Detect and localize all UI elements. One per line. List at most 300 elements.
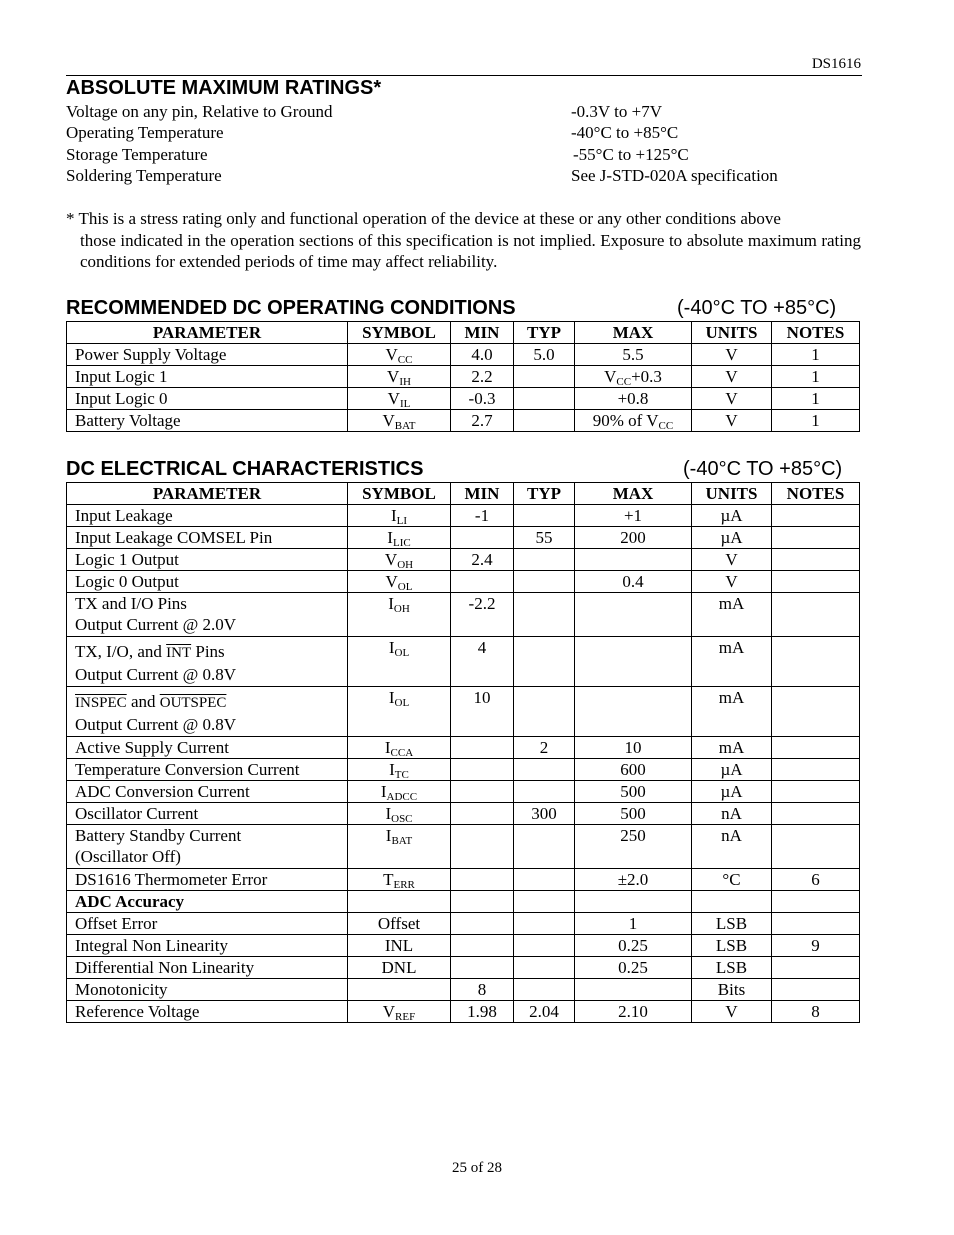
- units-cell: nA: [692, 825, 772, 869]
- units-cell: µA: [692, 505, 772, 527]
- max-cell: 1: [575, 913, 692, 935]
- typ-cell: [514, 979, 575, 1001]
- min-cell: 8: [451, 979, 514, 1001]
- symbol-text: I: [385, 826, 392, 845]
- notes-cell: [772, 781, 860, 803]
- min-cell: [451, 935, 514, 957]
- symbol-cell: [348, 935, 451, 957]
- col-header: PARAMETER: [67, 322, 348, 344]
- notes-cell: [772, 637, 860, 687]
- min-cell: [451, 571, 514, 593]
- typ-cell: [514, 687, 575, 737]
- symbol-subscript: CC: [397, 354, 413, 366]
- dc-elec-table: [66, 482, 860, 1023]
- min-cell: [451, 913, 514, 935]
- abs-max-param: Soldering Temperature: [66, 166, 222, 185]
- symbol-cell: [348, 366, 451, 388]
- parameter-text: Oscillator Current: [75, 804, 199, 823]
- symbol-subscript: LI: [396, 515, 408, 527]
- units-cell: LSB: [692, 957, 772, 979]
- symbol-text: I: [388, 594, 394, 613]
- symbol-cell: [348, 869, 451, 891]
- rec-dc-temp-range: (-40°C TO +85°C): [677, 297, 837, 319]
- symbol-text: V: [382, 1002, 396, 1021]
- max-cell: [575, 410, 692, 432]
- table-row: [67, 344, 860, 366]
- symbol-text: I: [384, 738, 391, 757]
- typ-cell: 300: [514, 803, 575, 825]
- rec-dc-table: [66, 321, 860, 432]
- abs-max-value: -40°C to +85°C: [571, 123, 679, 142]
- symbol-subscript: BAT: [394, 420, 416, 432]
- abs-max-row: [66, 122, 826, 143]
- typ-cell: [514, 637, 575, 687]
- symbol-text: V: [387, 367, 400, 386]
- table-row: [67, 593, 860, 637]
- col-header: PARAMETER: [67, 483, 348, 505]
- parameter-cell: [67, 825, 348, 869]
- units-cell: µA: [692, 527, 772, 549]
- parameter-text: ADC Conversion Current: [75, 782, 250, 801]
- table-row: [67, 913, 860, 935]
- symbol-subscript: LIC: [392, 537, 411, 549]
- units-cell: °C: [692, 869, 772, 891]
- parameter-text: and: [126, 692, 160, 711]
- parameter-text: ADC Accuracy: [75, 892, 185, 911]
- col-header: MIN: [451, 483, 514, 505]
- parameter-text-line2: (Oscillator Off): [75, 847, 181, 866]
- symbol-text: I: [388, 638, 395, 657]
- parameter-cell: [67, 737, 348, 759]
- table-row: [67, 571, 860, 593]
- units-cell: µA: [692, 759, 772, 781]
- max-cell: 600: [575, 759, 692, 781]
- table-row: [67, 737, 860, 759]
- table-row: [67, 388, 860, 410]
- max-cell: [575, 344, 692, 366]
- symbol-subscript: OL: [397, 581, 413, 593]
- typ-cell: [514, 825, 575, 869]
- units-cell: mA: [692, 737, 772, 759]
- max-text: 5.5: [622, 345, 644, 364]
- parameter-text: Differential Non Linearity: [75, 958, 255, 977]
- symbol-cell: [348, 527, 451, 549]
- typ-cell: 5.0: [514, 344, 575, 366]
- max-cell: 0.25: [575, 935, 692, 957]
- max-cell: [575, 687, 692, 737]
- overbar-signal: INSPEC: [75, 695, 127, 711]
- col-header: TYP: [514, 483, 575, 505]
- parameter-text: Logic 1 Output: [75, 550, 179, 569]
- units-cell: [692, 891, 772, 913]
- dc-elec-title: DC ELECTRICAL CHARACTERISTICS: [66, 458, 424, 480]
- typ-cell: 2.04: [514, 1001, 575, 1023]
- symbol-text: V: [385, 345, 398, 364]
- units-cell: Bits: [692, 979, 772, 1001]
- min-cell: 2.4: [451, 549, 514, 571]
- min-cell: [451, 737, 514, 759]
- notes-cell: [772, 957, 860, 979]
- parameter-text: Input Leakage COMSEL Pin: [75, 528, 273, 547]
- notes-cell: [772, 913, 860, 935]
- symbol-cell: [348, 803, 451, 825]
- table-row: [67, 527, 860, 549]
- header-rule: [66, 75, 862, 76]
- symbol-cell: [348, 979, 451, 1001]
- notes-cell: 1: [772, 410, 860, 432]
- units-cell: mA: [692, 637, 772, 687]
- overbar-signal: OUTSPEC: [159, 695, 227, 711]
- symbol-subscript: BAT: [391, 835, 413, 847]
- parameter-text: Pins: [191, 642, 225, 661]
- parameter-cell: [67, 593, 348, 637]
- parameter-cell: [67, 803, 348, 825]
- units-cell: V: [692, 549, 772, 571]
- parameter-text: Input Leakage: [75, 506, 173, 525]
- min-cell: [451, 825, 514, 869]
- parameter-cell: Input Logic 0: [67, 388, 348, 410]
- max-cell: 250: [575, 825, 692, 869]
- parameter-text: TX and I/O Pins: [75, 594, 187, 613]
- notes-cell: [772, 505, 860, 527]
- dc-elec-body: [67, 505, 860, 1023]
- typ-cell: [514, 366, 575, 388]
- max-cell: [575, 366, 692, 388]
- typ-cell: [514, 913, 575, 935]
- table-row: [67, 410, 860, 432]
- symbol-text: I: [388, 688, 395, 707]
- min-cell: [451, 527, 514, 549]
- table-row: [67, 891, 860, 913]
- max-cell: [575, 549, 692, 571]
- parameter-cell: [67, 891, 348, 913]
- parameter-text: Active Supply Current: [75, 738, 229, 757]
- notes-cell: 8: [772, 1001, 860, 1023]
- parameter-text-line2: Output Current @ 2.0V: [75, 615, 237, 634]
- parameter-cell: [67, 869, 348, 891]
- symbol-text: INL: [384, 936, 414, 955]
- abs-max-param: Voltage on any pin, Relative to Ground: [66, 102, 333, 121]
- symbol-subscript: ADCC: [386, 791, 418, 803]
- parameter-cell: Input Logic 1: [67, 366, 348, 388]
- symbol-text: V: [387, 389, 400, 408]
- parameter-cell: [67, 571, 348, 593]
- max-text: V: [604, 367, 617, 386]
- col-header: NOTES: [772, 322, 860, 344]
- parameter-text: Integral Non Linearity: [75, 936, 228, 955]
- parameter-text-line2: Output Current @ 0.8V: [75, 665, 237, 684]
- parameter-cell: Battery Voltage: [67, 410, 348, 432]
- abs-max-value: See J-STD-020A specification: [571, 166, 778, 185]
- table-row: [67, 979, 860, 1001]
- symbol-cell: [348, 505, 451, 527]
- units-cell: mA: [692, 593, 772, 637]
- typ-cell: [514, 891, 575, 913]
- min-cell: 4.0: [451, 344, 514, 366]
- notes-cell: [772, 549, 860, 571]
- min-cell: [451, 781, 514, 803]
- table-row: [67, 687, 860, 737]
- parameter-cell: [67, 1001, 348, 1023]
- symbol-subscript: OSC: [391, 813, 413, 825]
- abs-max-row: [66, 144, 826, 165]
- col-header: SYMBOL: [348, 322, 451, 344]
- parameter-cell: [67, 637, 348, 687]
- parameter-cell: [67, 781, 348, 803]
- parameter-text-line2: Output Current @ 0.8V: [75, 715, 237, 734]
- page-number: 25 of 28: [452, 1160, 502, 1176]
- max-cell: 2.10: [575, 1001, 692, 1023]
- col-header: MAX: [575, 483, 692, 505]
- table-row: [67, 781, 860, 803]
- units-cell: V: [692, 366, 772, 388]
- min-cell: [451, 891, 514, 913]
- units-cell: V: [692, 410, 772, 432]
- max-cell: [575, 593, 692, 637]
- table-row: [67, 869, 860, 891]
- symbol-cell: [348, 957, 451, 979]
- dc-elec-temp-range: (-40°C TO +85°C): [683, 458, 843, 480]
- symbol-subscript: OL: [394, 697, 410, 709]
- parameter-cell: [67, 759, 348, 781]
- parameter-text: TX, I/O, and: [75, 642, 167, 661]
- abs-max-title: ABSOLUTE MAXIMUM RATINGS*: [66, 77, 382, 99]
- typ-cell: [514, 410, 575, 432]
- typ-cell: 55: [514, 527, 575, 549]
- symbol-subscript: REF: [395, 1011, 416, 1023]
- table-header-row: [67, 322, 860, 344]
- symbol-subscript: CCA: [390, 747, 414, 759]
- symbol-cell: [348, 388, 451, 410]
- parameter-text: Temperature Conversion Current: [75, 760, 300, 779]
- symbol-cell: [348, 759, 451, 781]
- typ-cell: [514, 957, 575, 979]
- symbol-cell: [348, 891, 451, 913]
- units-cell: V: [692, 1001, 772, 1023]
- typ-cell: [514, 869, 575, 891]
- col-header: TYP: [514, 322, 575, 344]
- col-header: MIN: [451, 322, 514, 344]
- max-text: 90% of V: [592, 411, 659, 430]
- parameter-text: Monotonicity: [75, 980, 168, 999]
- symbol-text: V: [385, 572, 398, 591]
- max-cell: 500: [575, 803, 692, 825]
- symbol-cell: [348, 410, 451, 432]
- max-cell: ±2.0: [575, 869, 692, 891]
- notes-cell: 1: [772, 344, 860, 366]
- symbol-text: V: [382, 411, 395, 430]
- symbol-cell: [348, 687, 451, 737]
- overbar-signal: $\overline{INT}$: [166, 645, 192, 661]
- abs-max-row: [66, 101, 826, 122]
- max-subscript: CC: [616, 376, 632, 388]
- max-text: +0.8: [617, 389, 649, 408]
- notes-cell: [772, 687, 860, 737]
- units-cell: LSB: [692, 913, 772, 935]
- typ-cell: [514, 781, 575, 803]
- units-cell: µA: [692, 781, 772, 803]
- symbol-cell: [348, 571, 451, 593]
- max-subscript: CC: [658, 420, 674, 432]
- note-continuation: those indicated in the operation sections of this specification is not implied. Exposure to absolute maximum rating conditions for extended periods of time may affect reliability.: [80, 230, 861, 271]
- typ-cell: [514, 505, 575, 527]
- symbol-subscript: OH: [393, 603, 410, 615]
- min-cell: 4: [451, 637, 514, 687]
- table-row: [67, 637, 860, 687]
- notes-cell: [772, 979, 860, 1001]
- table-row: [67, 825, 860, 869]
- parameter-text: Battery Standby Current: [75, 826, 242, 845]
- symbol-subscript: IL: [399, 398, 411, 410]
- abs-max-value: -0.3V to +7V: [571, 102, 662, 121]
- max-cell: 500: [575, 781, 692, 803]
- parameter-text: Logic 0 Output: [75, 572, 179, 591]
- symbol-text: I: [390, 506, 397, 525]
- symbol-text: T: [383, 870, 394, 889]
- notes-cell: [772, 825, 860, 869]
- symbol-text: DNL: [381, 958, 417, 977]
- units-cell: V: [692, 571, 772, 593]
- notes-cell: [772, 527, 860, 549]
- typ-cell: [514, 388, 575, 410]
- col-header: NOTES: [772, 483, 860, 505]
- units-cell: LSB: [692, 935, 772, 957]
- notes-cell: [772, 803, 860, 825]
- parameter-cell: [67, 979, 348, 1001]
- notes-cell: 9: [772, 935, 860, 957]
- notes-cell: 1: [772, 366, 860, 388]
- col-header: SYMBOL: [348, 483, 451, 505]
- symbol-cell: [348, 593, 451, 637]
- abs-max-param: Storage Temperature: [66, 145, 208, 164]
- max-cell: [575, 979, 692, 1001]
- typ-cell: [514, 571, 575, 593]
- typ-cell: [514, 935, 575, 957]
- min-cell: 2.7: [451, 410, 514, 432]
- table-row: [67, 803, 860, 825]
- typ-cell: [514, 759, 575, 781]
- abs-max-param: Operating Temperature: [66, 123, 224, 142]
- parameter-cell: [67, 549, 348, 571]
- min-cell: -1: [451, 505, 514, 527]
- symbol-subscript: OL: [394, 647, 410, 659]
- parameter-cell: [67, 527, 348, 549]
- parameter-text: Offset Error: [75, 914, 158, 933]
- units-cell: mA: [692, 687, 772, 737]
- symbol-subscript: IH: [399, 376, 411, 388]
- notes-cell: [772, 759, 860, 781]
- typ-cell: [514, 593, 575, 637]
- min-cell: 10: [451, 687, 514, 737]
- document-id: DS1616: [811, 56, 861, 72]
- min-cell: [451, 869, 514, 891]
- symbol-cell: [348, 781, 451, 803]
- min-cell: [451, 759, 514, 781]
- symbol-text: I: [389, 760, 395, 779]
- max-cell: 0.25: [575, 957, 692, 979]
- typ-cell: [514, 549, 575, 571]
- notes-cell: 1: [772, 388, 860, 410]
- abs-max-row: [66, 165, 826, 186]
- col-header: MAX: [575, 322, 692, 344]
- notes-cell: 6: [772, 869, 860, 891]
- stress-rating-note: [66, 208, 861, 273]
- note-line-1: * This is a stress rating only and functional operation of the device at these or any other conditions above: [66, 209, 781, 228]
- table-header-row: [67, 483, 860, 505]
- max-cell: [575, 637, 692, 687]
- parameter-text: DS1616 Thermometer Error: [75, 870, 268, 889]
- notes-cell: [772, 571, 860, 593]
- symbol-cell: [348, 549, 451, 571]
- units-cell: V: [692, 344, 772, 366]
- min-cell: [451, 803, 514, 825]
- parameter-cell: [67, 505, 348, 527]
- symbol-cell: [348, 637, 451, 687]
- max-cell: [575, 388, 692, 410]
- col-header: UNITS: [692, 483, 772, 505]
- table-row: [67, 759, 860, 781]
- max-cell: 10: [575, 737, 692, 759]
- table-row: [67, 366, 860, 388]
- table-row: [67, 935, 860, 957]
- symbol-text: V: [384, 550, 398, 569]
- min-cell: 1.98: [451, 1001, 514, 1023]
- max-cell: 0.4: [575, 571, 692, 593]
- symbol-cell: [348, 1001, 451, 1023]
- table-row: [67, 1001, 860, 1023]
- parameter-cell: [67, 913, 348, 935]
- table-row: [67, 957, 860, 979]
- units-cell: V: [692, 388, 772, 410]
- rec-dc-body: [67, 344, 860, 432]
- notes-cell: [772, 593, 860, 637]
- table-row: [67, 549, 860, 571]
- symbol-text: I: [385, 804, 392, 823]
- min-cell: 2.2: [451, 366, 514, 388]
- min-cell: -2.2: [451, 593, 514, 637]
- min-cell: -0.3: [451, 388, 514, 410]
- symbol-text: I: [387, 528, 393, 547]
- parameter-cell: [67, 935, 348, 957]
- max-cell: [575, 891, 692, 913]
- symbol-text: I: [380, 782, 387, 801]
- symbol-cell: [348, 344, 451, 366]
- symbol-subscript: TC: [394, 769, 409, 781]
- notes-cell: [772, 737, 860, 759]
- max-cell: 200: [575, 527, 692, 549]
- symbol-cell: [348, 737, 451, 759]
- units-cell: nA: [692, 803, 772, 825]
- min-cell: [451, 957, 514, 979]
- symbol-text: Offset: [377, 914, 421, 933]
- col-header: UNITS: [692, 322, 772, 344]
- parameter-cell: Power Supply Voltage: [67, 344, 348, 366]
- parameter-cell: [67, 957, 348, 979]
- notes-cell: [772, 891, 860, 913]
- max-suffix: +0.3: [631, 367, 662, 386]
- abs-max-value: -55°C to +125°C: [573, 145, 689, 164]
- symbol-subscript: OH: [397, 559, 414, 571]
- max-cell: +1: [575, 505, 692, 527]
- parameter-cell: [67, 687, 348, 737]
- symbol-cell: [348, 825, 451, 869]
- table-row: [67, 505, 860, 527]
- rec-dc-title: RECOMMENDED DC OPERATING CONDITIONS: [66, 297, 516, 319]
- parameter-text: Reference Voltage: [75, 1002, 200, 1021]
- symbol-subscript: ERR: [393, 879, 415, 891]
- symbol-cell: [348, 913, 451, 935]
- typ-cell: 2: [514, 737, 575, 759]
